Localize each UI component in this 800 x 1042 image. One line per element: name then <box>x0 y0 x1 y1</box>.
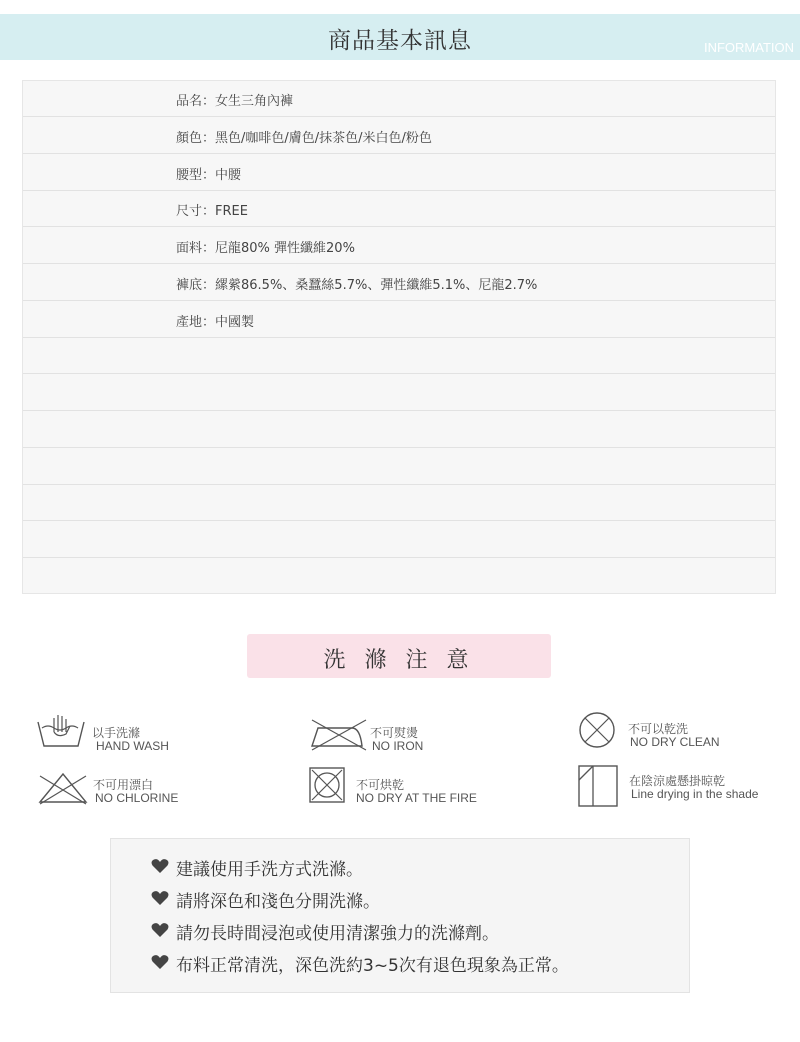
care-label-en: NO IRON <box>372 739 424 753</box>
info-row-text: 產地：中國製 <box>176 315 255 330</box>
info-row <box>23 191 775 227</box>
info-row-text: 面料：尼龍80% 彈性纖維20% <box>176 241 355 256</box>
care-label-zh: 不可熨燙 <box>370 726 419 740</box>
care-label-en: NO CHLORINE <box>95 791 179 805</box>
heart-icon <box>151 890 169 906</box>
product-info-table <box>22 80 776 594</box>
info-row <box>23 265 775 301</box>
info-row-text: 褲底：縲縈86.5%、桑蠶絲5.7%、彈性纖維5.1%、尼龍2.7% <box>176 278 538 293</box>
info-row-text: 尺寸：FREE <box>176 204 248 219</box>
wash-title: 洗 滌 注 意 <box>323 648 475 673</box>
info-row-text: 品名：女生三角內褲 <box>176 94 294 109</box>
info-row <box>23 522 775 558</box>
info-row <box>23 412 775 448</box>
note-text: 布料正常清洗，深色洗約3~5次有退色現象為正常。 <box>176 956 569 976</box>
care-label-zh: 不可烘乾 <box>356 778 405 792</box>
heart-icon <box>151 954 169 970</box>
no-iron-icon <box>308 716 368 752</box>
section-subtitle: INFORMATION <box>703 40 794 55</box>
info-row <box>23 375 775 411</box>
care-no-iron <box>308 716 508 760</box>
wash-notes-box <box>110 838 690 993</box>
info-row-text: 顏色：黑色/咖啡色/膚色/抹茶色/米白色/粉色 <box>176 131 432 146</box>
line-dry-shade-icon <box>577 764 619 808</box>
note-text: 請將深色和淺色分開洗滌。 <box>176 892 380 912</box>
info-row <box>23 449 775 485</box>
info-row <box>23 559 775 595</box>
care-label-zh: 不可以乾洗 <box>628 722 689 736</box>
no-chlorine-icon <box>36 770 90 806</box>
care-no-chlorine <box>36 770 236 810</box>
info-row <box>23 228 775 264</box>
care-label-zh: 不可用漂白 <box>93 778 154 792</box>
care-label-en: Line drying in the shade <box>631 787 759 801</box>
info-row <box>23 338 775 374</box>
care-label-en: NO DRY CLEAN <box>630 735 720 749</box>
care-line-dry-shade <box>577 764 777 808</box>
info-row <box>23 302 775 338</box>
note-text: 建議使用手洗方式洗滌。 <box>176 860 363 880</box>
care-label-zh: 在陰涼處懸掛晾乾 <box>629 774 726 788</box>
care-no-dry-clean <box>577 710 777 754</box>
info-row <box>23 118 775 154</box>
care-label-en: NO DRY AT THE FIRE <box>356 791 477 805</box>
care-no-tumble-dry <box>308 766 508 810</box>
hand-wash-icon <box>36 712 86 752</box>
care-label-en: HAND WASH <box>96 739 169 753</box>
no-tumble-dry-icon <box>308 766 346 804</box>
section-header-info <box>0 14 800 60</box>
heart-icon <box>151 858 169 874</box>
wash-title-banner <box>247 634 551 678</box>
care-label-zh: 以手洗滌 <box>92 726 141 740</box>
note-text: 請勿長時間浸泡或使用清潔強力的洗滌劑。 <box>176 924 499 944</box>
heart-icon <box>151 922 169 938</box>
care-hand-wash <box>36 712 236 756</box>
section-title: 商品基本訊息 <box>328 28 472 54</box>
no-dry-clean-icon <box>577 710 617 750</box>
info-row <box>23 81 775 117</box>
info-row <box>23 485 775 521</box>
info-row <box>23 155 775 191</box>
info-row-text: 腰型：中腰 <box>176 168 242 183</box>
